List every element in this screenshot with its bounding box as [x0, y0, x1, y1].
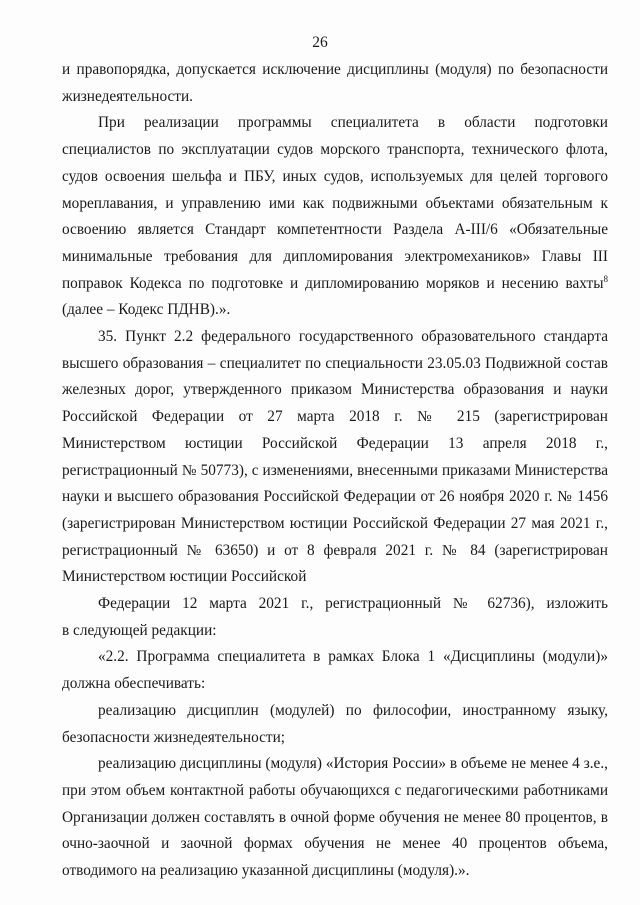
document-body — [62, 57, 608, 885]
paragraph-item-35 — [62, 324, 608, 644]
footnote-reference: 8 — [603, 273, 608, 284]
paragraph-pdnv-standard — [62, 110, 608, 324]
paragraph-text: При реализации программы специалитета в области подготовки специалистов по эксплуатации судов морского транспорта, технического флота, судов освоения шельфа и ПБУ, иных судов, используемых для целей торгового мореплавания, и управлению ими как подвижными объектами обязательным к освоению является Стандарт компетентности Раздела А-III/6 «Обязательные минимальные требования для дипломирования электромехаников» Главы III поправок Кодекса по подготовке и дипломированию моряков и несению вахты — [62, 114, 608, 292]
paragraph-text-after: в следующей редакции: — [62, 621, 217, 639]
paragraph-disciplines-list: реализацию дисциплин (модулей) по философии, иностранному языку, безопасности жизнедеятельности; — [62, 701, 608, 746]
paragraph-spread-line: Федерации 12 марта 2021 г., регистрационный № 62736), изложить — [98, 595, 608, 613]
paragraph-text-after: (далее – Кодекс ПДНВ).». — [62, 301, 231, 319]
paragraph-text: 35. Пункт 2.2 федерального государственного образовательного стандарта высшего образования – специалитет по специальности 23.05.03 Подвижной состав железных дорог, утвержденного приказом Министерства образования и науки Российской Федерации от 27 марта 2018 г. № 215 (зарегистрирован Министерством юстиции Российской Федерации 13 апреля 2018 г., регистрационный № 50773), с изменениями, внесенными приказами Министерства науки и высшего образования Российской Федерации от 26 ноября 2020 г. № 1456 (зарегистрирован Министерством юстиции Российской Федерации 27 мая 2021 г., регистрационный № 63650) и от 8 февраля 2021 г. № 84 (зарегистрирован Министерством юстиции Российской — [62, 328, 608, 586]
page-number: 26 — [312, 34, 328, 51]
paragraph-history-of-russia: реализацию дисциплины (модуля) «История России» в объеме не менее 4 з.е., при этом объем контактной работы обучающихся с педагогическими работниками Организации должен составлять в очной форме обучения не менее 80 процентов, в очно-заочной и заочной формах обучения не менее 40 процентов объема, отводимого на реализацию указанной дисциплины (модуля).». — [62, 755, 608, 880]
paragraph-clause-2-2: «2.2. Программа специалитета в рамках Блока 1 «Дисциплины (модули)» должна обеспечивать: — [62, 648, 608, 693]
paragraph-continuation: и правопорядка, допускается исключение дисциплины (модуля) по безопасности жизнедеятельности. — [62, 61, 608, 105]
